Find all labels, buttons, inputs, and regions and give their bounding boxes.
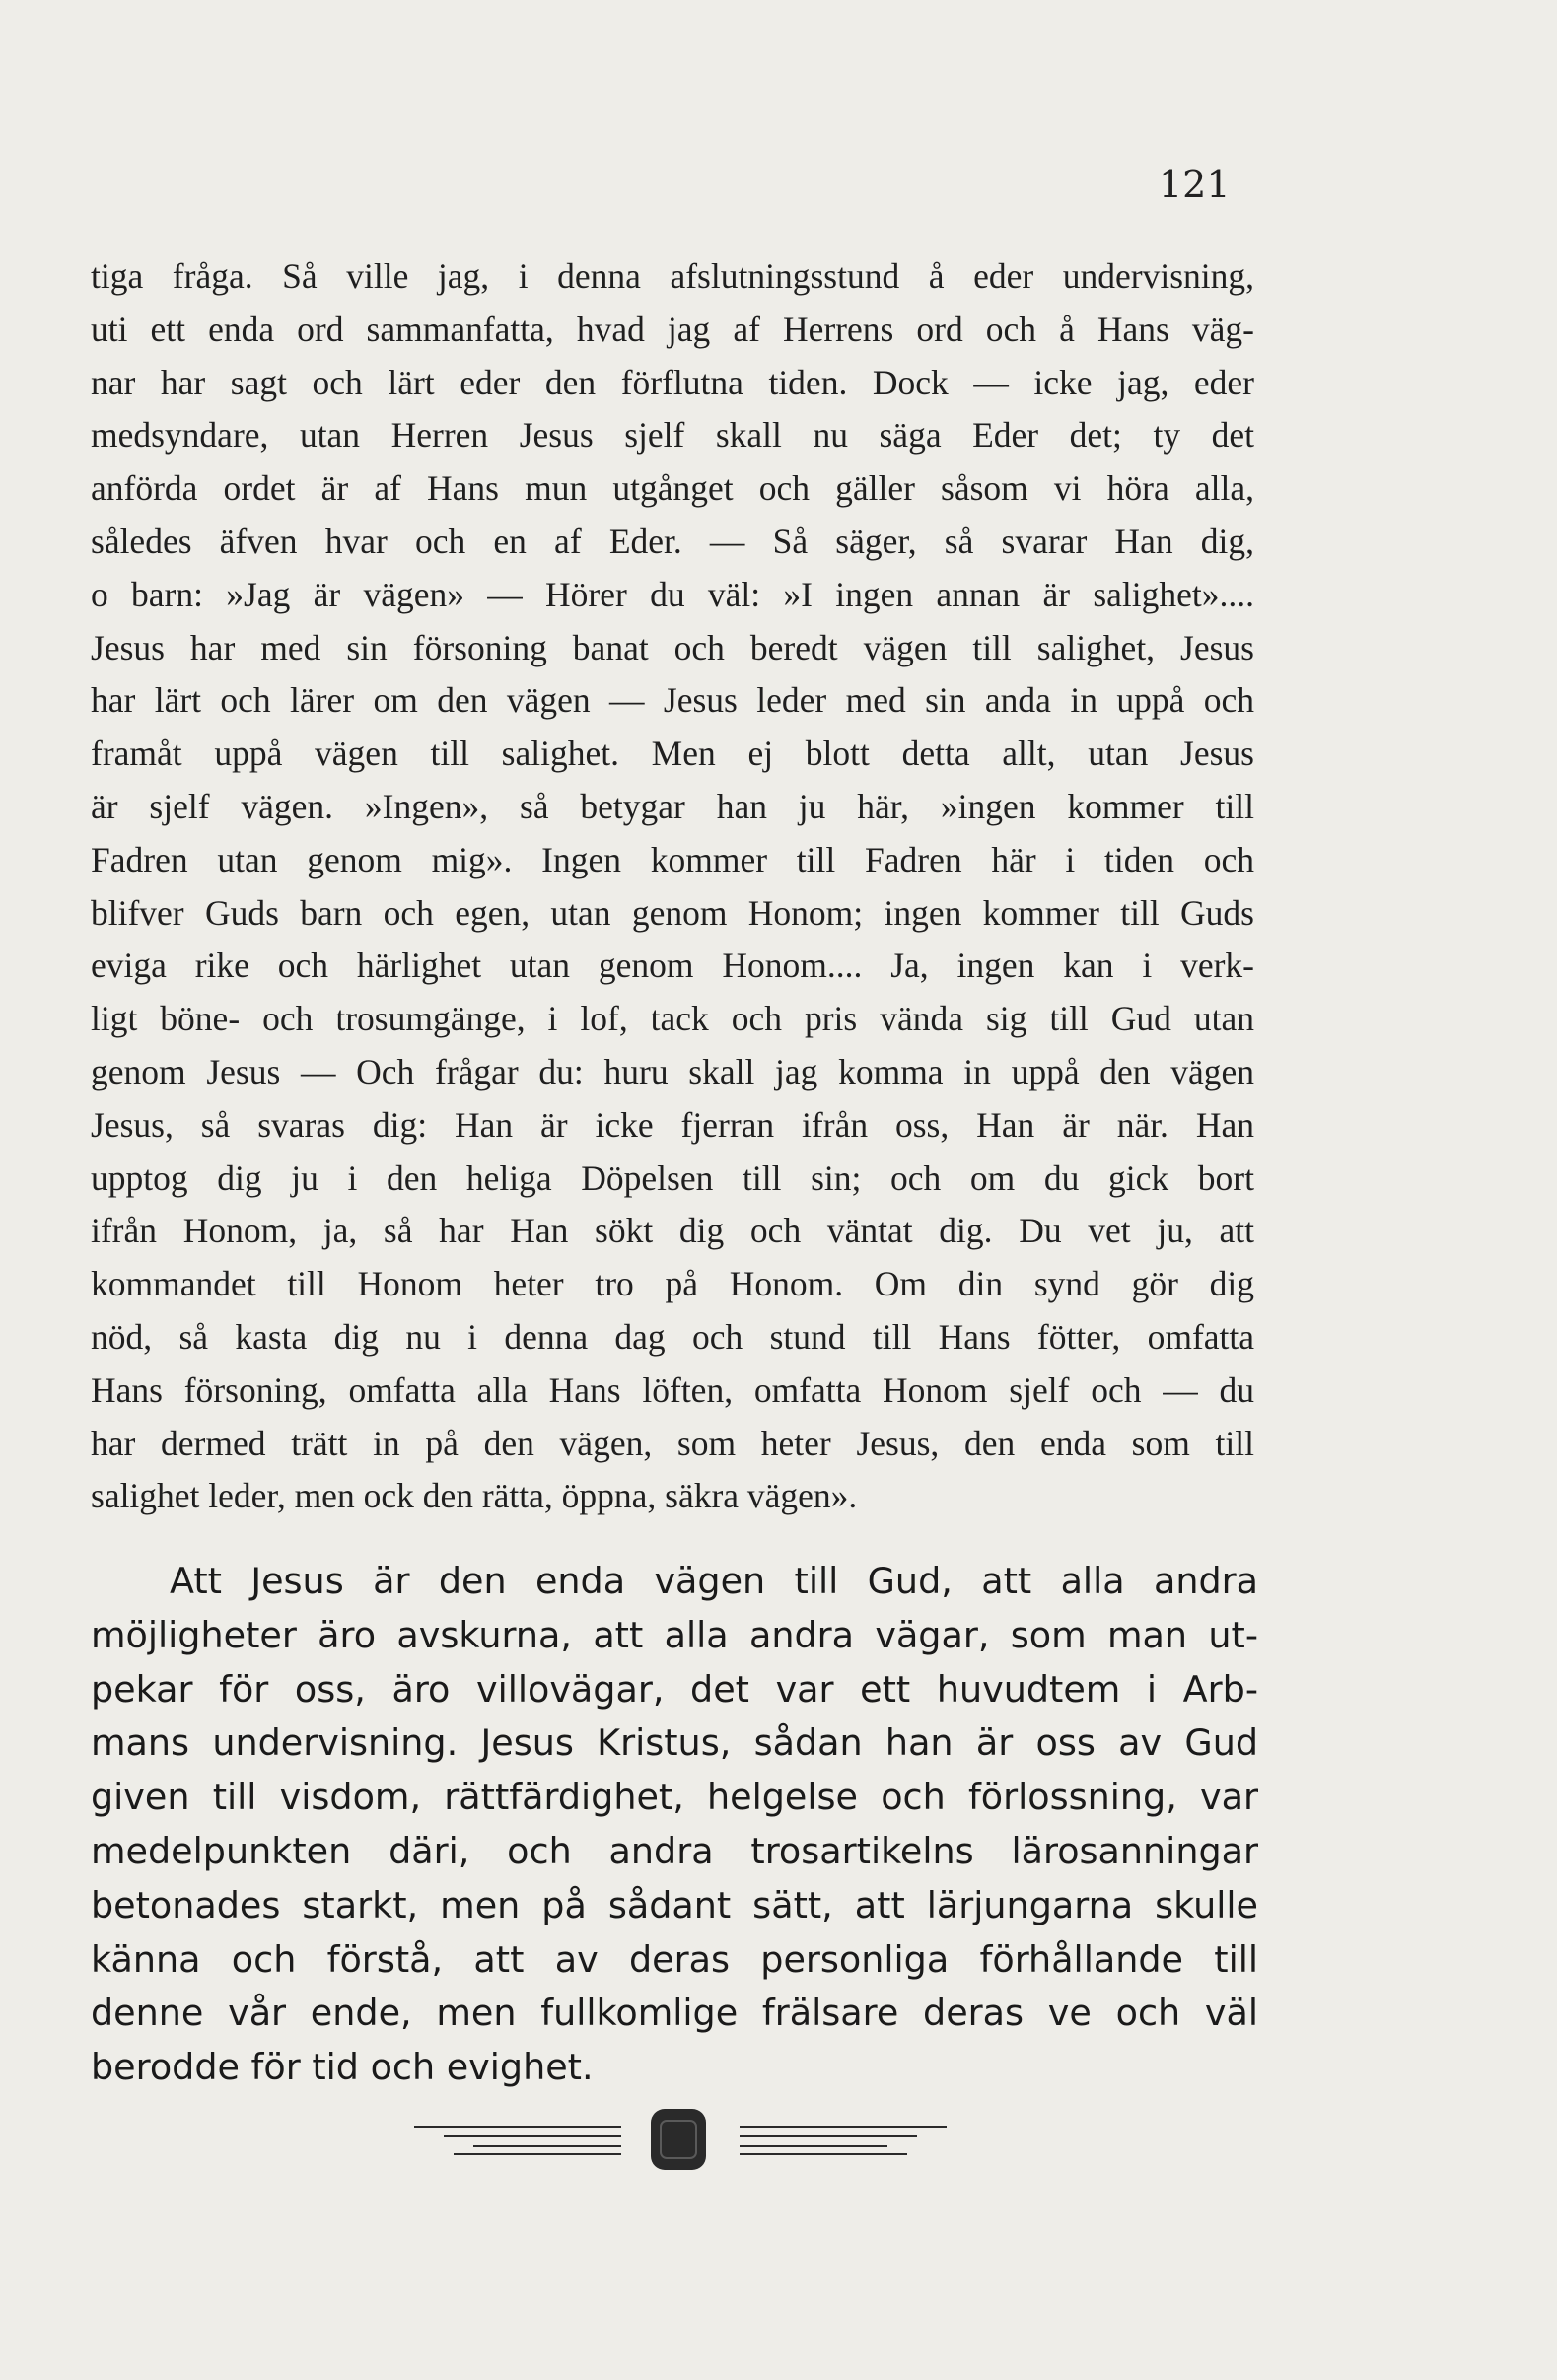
text-line: är sjelf vägen. »Ingen», så betygar han ju här, »ingen kommer till: [91, 786, 1254, 826]
text-line: medelpunkten däri, och andra trosartikelns lärosanningar: [91, 1829, 1258, 1872]
page-number: 121: [1159, 163, 1231, 206]
text-line: Fadren utan genom mig». Ingen kommer till Fadren här i tiden och: [91, 839, 1254, 879]
text-line: blifver Guds barn och egen, utan genom Honom; ingen kommer till Guds: [91, 892, 1254, 933]
text-line: ligt böne- och trosumgänge, i lof, tack och pris vända sig till Gud utan: [91, 999, 1254, 1039]
text-line: mans undervisning. Jesus Kristus, sådan han är oss av Gud: [91, 1721, 1258, 1765]
text-line: o barn: »Jag är vägen» — Hörer du väl: »I ingen annan är salighet»....: [91, 574, 1254, 614]
text-line: nöd, så kasta dig nu i denna dag och stund till Hans fötter, omfatta: [91, 1316, 1254, 1357]
text-line: upptog dig ju i den heliga Döpelsen till sin; och om du gick bort: [91, 1157, 1254, 1198]
text-line: möjligheter äro avskurna, att alla andra vägar, som man ut-: [91, 1613, 1258, 1656]
text-line: genom Jesus — Och frågar du: huru skall jag komma in uppå den vägen: [91, 1051, 1254, 1091]
text-line: betonades starkt, men på sådant sätt, att lärjungarna skulle: [91, 1883, 1258, 1926]
commentary-paragraph: [91, 1555, 1258, 2095]
text-line: Jesus har med sin försoning banat och beredt vägen till salighet, Jesus: [91, 627, 1254, 667]
text-line: denne vår ende, men fullkomlige frälsare deras ve och väl: [91, 1992, 1258, 2035]
quoted-sermon-text: [91, 250, 1254, 1523]
text-line: således äfven hvar och en af Eder. — Så säger, så svarar Han dig,: [91, 521, 1254, 561]
text-line: pekar för oss, äro villovägar, det var ett huvudtem i Arb-: [91, 1667, 1258, 1711]
text-line: tiga fråga. Så ville jag, i denna afslutningsstund å eder undervisning,: [91, 256, 1254, 296]
text-line: framåt uppå vägen till salighet. Men ej blott detta allt, utan Jesus: [91, 734, 1254, 774]
text-line: Hans försoning, omfatta alla Hans löften, omfatta Honom sjelf och — du: [91, 1369, 1254, 1410]
text-line: given till visdom, rättfärdighet, helgelse och förlossning, var: [91, 1776, 1258, 1819]
text-line: Jesus, så svaras dig: Han är icke fjerran ifrån oss, Han är när. Han: [91, 1104, 1254, 1145]
text-line: medsyndare, utan Herren Jesus sjelf skall nu säga Eder det; ty det: [91, 415, 1254, 455]
text-line: uti ett enda ord sammanfatta, hvad jag af Herrens ord och å Hans väg-: [91, 309, 1254, 349]
text-line: känna och förstå, att av deras personliga förhållande till: [91, 1937, 1258, 1981]
text-line: salighet leder, men ock den rätta, öppna, säkra vägen».: [91, 1476, 858, 1516]
text-line: berodde för tid och evighet.: [91, 2046, 594, 2089]
text-line: eviga rike och härlighet utan genom Honom.... Ja, ingen kan i verk-: [91, 945, 1254, 986]
text-line: kommandet till Honom heter tro på Honom. Om din synd gör dig: [91, 1264, 1254, 1304]
text-line: Att Jesus är den enda vägen till Gud, att alla andra: [170, 1560, 1258, 1602]
text-line: har lärt och lärer om den vägen — Jesus leder med sin anda in uppå och: [91, 680, 1254, 721]
text-line: anförda ordet är af Hans mun utgånget och gäller såsom vi höra alla,: [91, 468, 1254, 509]
text-line: ifrån Honom, ja, så har Han sökt dig och väntat dig. Du vet ju, att: [91, 1211, 1254, 1251]
text-line: nar har sagt och lärt eder den förflutna tiden. Dock — icke jag, eder: [91, 362, 1254, 402]
end-ornament-icon: [414, 2105, 947, 2174]
text-line: har dermed trätt in på den vägen, som heter Jesus, den enda som till: [91, 1423, 1254, 1463]
